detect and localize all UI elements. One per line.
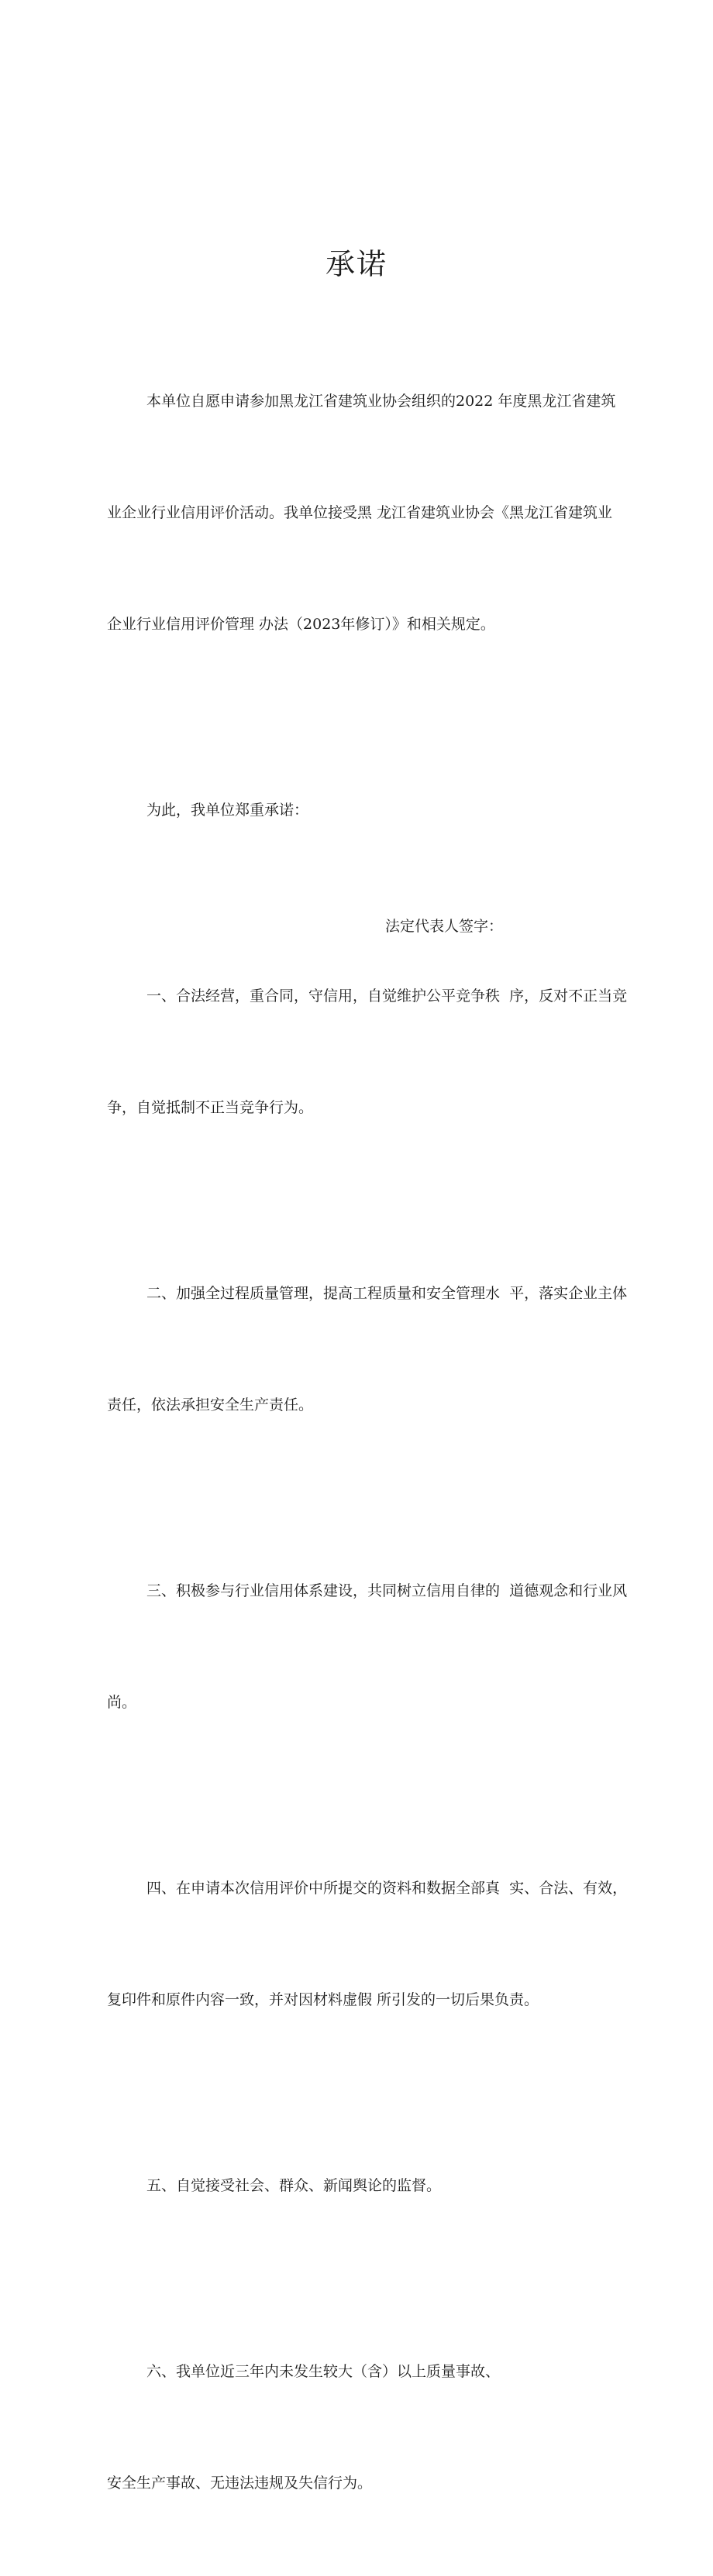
paragraph-line: 尚。: [107, 1694, 137, 1711]
paragraph-item-5: [107, 2093, 659, 2279]
paragraph-line: 复印件和原件内容一致，并对因材料虚假 所引发的一切后果负责。: [107, 1991, 539, 2008]
paragraph-item-3: [107, 1498, 659, 1795]
paragraph-line: 二、加强全过程质量管理，提高工程质量和安全管理水 平，落实企业主体: [146, 1285, 628, 1302]
paragraph-item-1: [107, 903, 659, 1200]
paragraph-line: 六、我单位近三年内未发生较大（含）以上质量事故、: [146, 2363, 501, 2380]
paragraph-item-4: [107, 1795, 659, 2093]
document-title: 承诺: [325, 247, 388, 281]
paragraph-line: 为此，我单位郑重承诺：: [146, 802, 309, 819]
paragraph-line: 四、在申请本次信用评价中所提交的资料和数据全部真 实、合法、有效，: [146, 1880, 628, 1897]
document-body: [107, 308, 659, 2576]
paragraph-line: 安全生产事故、无违法违规及失信行为。: [107, 2475, 373, 2492]
paragraph-line: 责任，依法承担安全生产责任。: [107, 1396, 314, 1413]
paragraph-line: 一、合法经营，重合同，守信用，自觉维护公平竞争秩 序，反对不正当竞: [146, 987, 628, 1005]
paragraph-item-6: [107, 2279, 659, 2576]
paragraph-line: 业企业行业信用评价活动。我单位接受黑 龙江省建筑业协会《黑龙江省建筑业: [107, 504, 613, 521]
paragraph-commitment-lead: [107, 717, 659, 903]
paragraph-line: 三、积极参与行业信用体系建设，共同树立信用自律的 道德观念和行业风: [146, 1582, 628, 1599]
paragraph-line: 本单位自愿申请参加黑龙江省建筑业协会组织的2022 年度黑龙江省建筑: [146, 393, 616, 410]
paragraph-item-2: [107, 1200, 659, 1498]
signature-label: 法定代表人签字：: [385, 918, 504, 935]
paragraph-intro: [107, 308, 659, 717]
paragraph-line: 五、自觉接受社会、群众、新闻舆论的监督。: [146, 2177, 442, 2194]
paragraph-line: 争，自觉抵制不正当竞争行为。: [107, 1099, 314, 1116]
paragraph-line: 企业行业信用评价管理 办法（2023年修订）》和相关规定。: [107, 616, 495, 633]
